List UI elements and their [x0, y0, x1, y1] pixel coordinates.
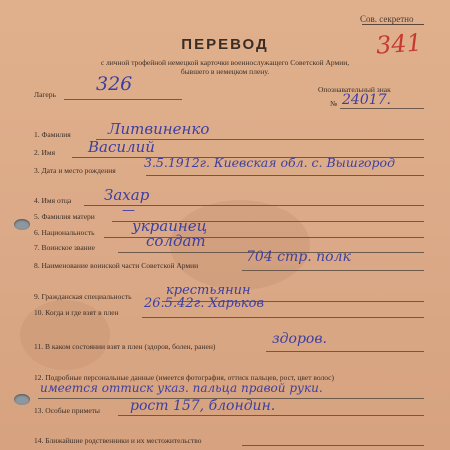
field-label-12: 12. Подробные персональные данные (имеется фотография, оттиск пальцев, рост, цвет волос) — [34, 373, 334, 382]
punch-hole — [14, 394, 30, 405]
ident-rule — [340, 108, 424, 109]
punch-hole — [14, 219, 30, 230]
field-rule-10 — [142, 317, 424, 318]
field-label-1: 1. Фамилия — [34, 130, 71, 139]
field-value-8: 704 стр. полк — [246, 249, 351, 265]
field-rule-4 — [84, 205, 424, 206]
secret-underline — [362, 24, 424, 25]
camp-value: 326 — [96, 73, 133, 95]
field-value-13: рост 157, блондин. — [130, 398, 276, 414]
field-value-9: крестьянин — [166, 283, 251, 298]
field-value-7: солдат — [146, 232, 206, 250]
field-value-3: 3.5.1912г. Киевская обл. с. Вышгород — [144, 155, 396, 170]
field-value-2: Василий — [88, 138, 155, 156]
field-rule-11 — [266, 351, 424, 352]
field-label-11: 11. В каком состоянии взят в плен (здоров, болен, ранен) — [34, 342, 216, 351]
field-label-3: 3. Дата и место рождения — [34, 166, 116, 175]
field-rule-3 — [146, 175, 424, 176]
field-label-14: 14. Ближайшие родственники и их местожительство — [34, 436, 202, 445]
field-rule-13 — [118, 415, 424, 416]
field-label-2: 2. Имя — [34, 148, 56, 157]
camp-label: Лагерь — [34, 90, 56, 99]
field-label-7: 7. Воинское звание — [34, 243, 96, 252]
field-value-1: Литвиненко — [108, 120, 210, 138]
ident-label: Опознавательный знак — [318, 85, 391, 94]
field-value-4: Захар — [104, 186, 150, 204]
field-value-6: украинец — [132, 217, 208, 235]
field-label-4: 4. Имя отца — [34, 196, 72, 205]
ident-number-sign: № — [330, 99, 338, 108]
document-title: ПЕРЕВОД — [181, 36, 269, 53]
field-value-11: здоров. — [272, 331, 327, 347]
field-label-10: 10. Когда и где взят в плен — [34, 308, 119, 317]
field-value-5: — — [122, 203, 135, 218]
red-file-number: 341 — [375, 28, 423, 60]
subtitle-line-2: бывшего в немецком плену. — [180, 67, 270, 76]
field-label-5: 5. Фамилия матери — [34, 212, 95, 221]
field-value-12: имеется оттиск указ. пальца правой руки. — [40, 381, 323, 395]
field-value-10: 26.5.42г. Харьков — [144, 296, 265, 311]
field-label-6: 6. Национальность — [34, 228, 95, 237]
secret-mark: Сов. секретно — [360, 14, 414, 24]
field-rule-8 — [242, 270, 424, 271]
field-rule-14 — [242, 445, 424, 446]
camp-rule — [64, 99, 182, 100]
field-label-9: 9. Гражданская специальность — [34, 292, 132, 301]
field-label-8: 8. Наименование воинской части Советской Армии — [34, 261, 199, 270]
subtitle-line-1: с личной трофейной немецкой карточки военнослужащего Советской Армии, — [100, 58, 350, 67]
ident-value: 24017. — [342, 92, 391, 108]
field-label-13: 13. Особые приметы — [34, 406, 100, 415]
